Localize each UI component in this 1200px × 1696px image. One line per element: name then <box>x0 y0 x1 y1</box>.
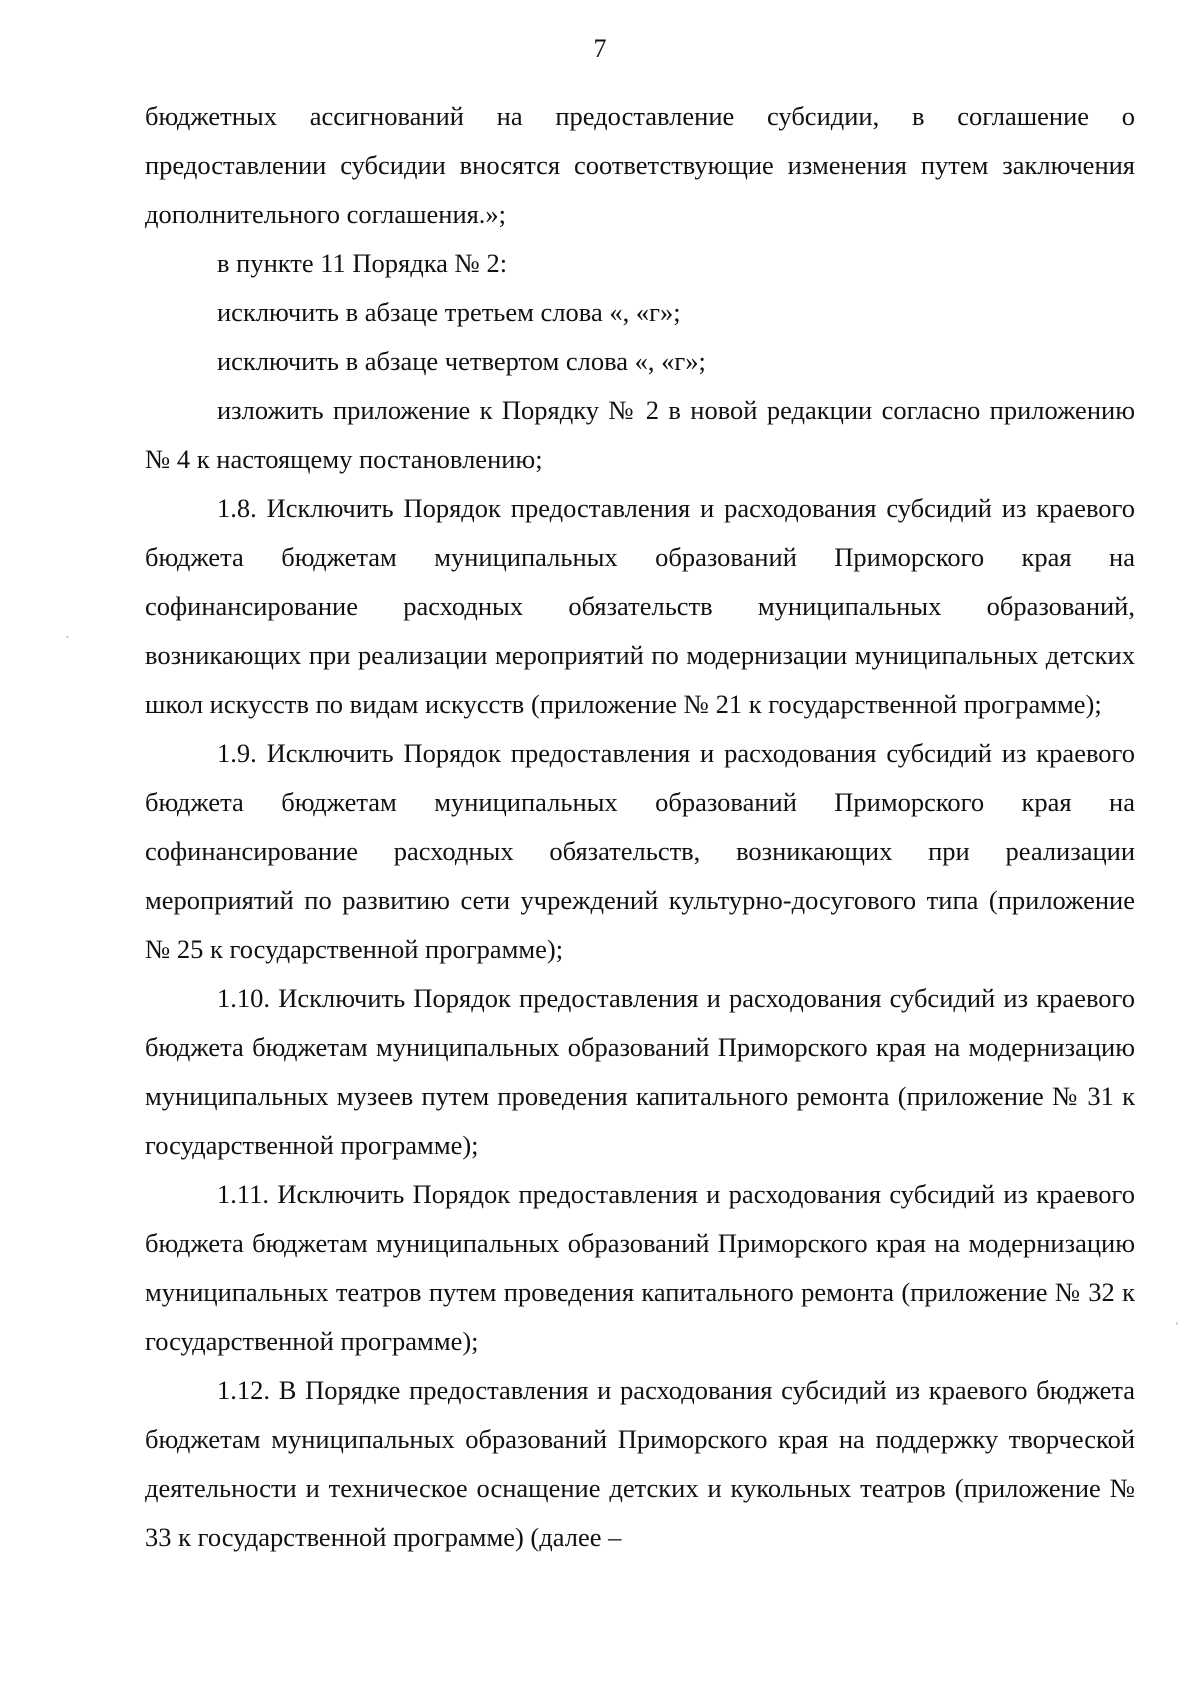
scan-speck <box>66 636 69 638</box>
paragraph-1-10: 1.10. Исключить Порядок предоставления и расходования субсидий из краевого бюджета бюджетам муниципальных образований Приморского края на модернизацию муниципальных музеев путем проведения капитального ремонта (приложение № 31 к государственной программе); <box>145 983 1135 1160</box>
paragraph-1-8: 1.8. Исключить Порядок предоставления и расходования субсидий из краевого бюджета бюджетам муниципальных образований Приморского края на софинансирование расходных обязательств муниципальных образований, возникающих при реализации мероприятий по модернизации муниципальных детских школ искусств по видам искусств (приложение № 21 к государственной программе); <box>145 493 1135 719</box>
paragraph-1-11: 1.11. Исключить Порядок предоставления и расходования субсидий из краевого бюджета бюджетам муниципальных образований Приморского края на модернизацию муниципальных театров путем проведения капитального ремонта (приложение № 32 к государственной программе); <box>145 1179 1135 1356</box>
paragraph-1-12: 1.12. В Порядке предоставления и расходования субсидий из краевого бюджета бюджетам муниципальных образований Приморского края на поддержку творческой деятельности и техническое оснащение детских и кукольных театров (приложение № 33 к государственной программе) (далее – <box>145 1375 1135 1552</box>
paragraph-exclude-third: исключить в абзаце третьем слова «, «г»; <box>217 297 681 327</box>
paragraph-1-9: 1.9. Исключить Порядок предоставления и расходования субсидий из краевого бюджета бюджетам муниципальных образований Приморского края на софинансирование расходных обязательств, возникающих при реализации мероприятий по развитию сети учреждений культурно-досугового типа (приложение № 25 к государственной программе); <box>145 738 1135 964</box>
paragraph-point-11: в пункте 11 Порядка № 2: <box>217 248 508 278</box>
document-body <box>145 92 1135 1562</box>
paragraph-exclude-fourth: исключить в абзаце четвертом слова «, «г»; <box>217 346 706 376</box>
page-number: 7 <box>593 34 607 63</box>
paragraph-continuation: бюджетных ассигнований на предоставление субсидии, в соглашение о предоставлении субсидии вносятся соответствующие изменения путем заключения дополнительного соглашения.»; <box>145 101 1135 229</box>
scan-speck <box>1176 1322 1178 1325</box>
paragraph-new-appendix: изложить приложение к Порядку № 2 в новой редакции согласно приложению № 4 к настоящему постановлению; <box>145 395 1135 474</box>
